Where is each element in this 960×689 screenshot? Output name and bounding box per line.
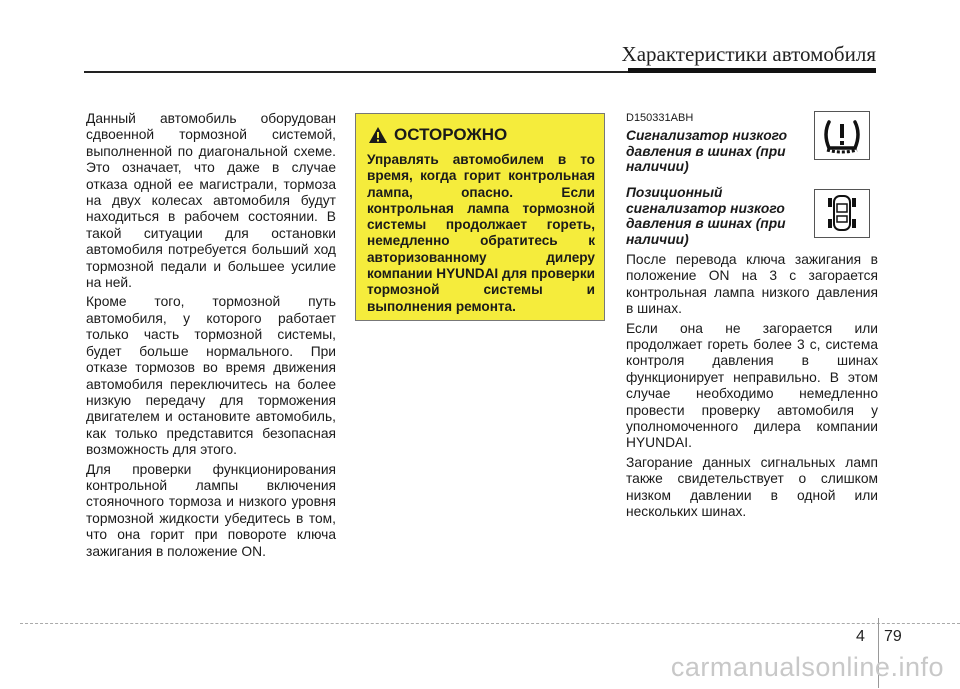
right-paragraph-1: После перевода ключа зажигания в положение ON на 3 с загорается контрольная лампа низкого давления в шинах. — [626, 252, 878, 317]
left-paragraph-2: Кроме того, тормозной путь автомобиля, у которого работает только часть тормозной системы, будет больше нормального. При отказе тормозов во время движения автомобиля переключитесь на более низкую передачу для торможения двигателем и остановите автомобиль, как только представится безопасная возможность для этого. — [86, 294, 336, 458]
tire-pressure-warning-icon — [815, 112, 869, 159]
left-paragraph-3: Для проверки функционирования контрольной лампы включения стояночного тормоза и низкого уровня тормозной жидкости убедитесь в том, что она горит при повороте ключа зажигания в положение ON. — [86, 461, 336, 559]
footer-rule — [20, 623, 960, 624]
warning-text: Управлять автомобилем в то время, когда горит контрольная лампа, опасно. Если контрольная лампа тормозной системы продолжает гореть, немедленно обратитесь к авторизованному дилеру компании HYUNDAI для проверки тормозной системы и выполнения ремонта. — [367, 152, 595, 314]
warning-box — [355, 113, 605, 321]
warning-triangle-icon — [368, 126, 388, 144]
header-rule-accent — [628, 68, 876, 73]
right-body — [626, 252, 878, 524]
watermark: carmanualsonline.info — [670, 652, 944, 682]
warning-header — [368, 125, 507, 145]
page-header-title: Характеристики автомобиля — [621, 42, 876, 66]
section-code: D150331ABH — [626, 112, 694, 124]
tire-pressure-warning-icon-box — [814, 111, 870, 160]
right-paragraph-3: Загорание данных сигнальных ламп также свидетельствует о слишком низком давлении в одной или нескольких шинах. — [626, 454, 878, 520]
left-paragraph-1: Данный автомобиль оборудован сдвоенной тормозной системой, выполненной по диагональной схеме. Это означает, что даже в случае отказа одной ее магистрали, тормоза на двух колесах автомобиля будут находиться в рабочем состоянии. В такой ситуации для остановки автомобиля потребуется больший ход тормозной педали и большее усилие на ней. — [86, 111, 336, 291]
tire-position-warning-icon-box — [814, 189, 870, 238]
tire-position-warning-icon — [815, 190, 869, 237]
warning-title: ОСТОРОЖНО — [394, 125, 508, 144]
right-paragraph-2: Если она не загорается или продолжает гореть более 3 с, система контроля давления в шинах функционирует неправильно. В этом случае необходимо немедленно провести проверку автомобиля у уполномоченного дилера компании HYUNDAI. — [626, 320, 878, 451]
left-column — [86, 111, 336, 563]
chapter-number: 4 — [856, 628, 865, 645]
tpms-subhead: Сигнализатор низкого давления в шинах (при наличии) — [626, 128, 788, 175]
tpms-position-subhead: Позиционный сигнализатор низкого давления в шинах (при наличии) — [626, 185, 786, 247]
page-number: 79 — [884, 628, 902, 645]
